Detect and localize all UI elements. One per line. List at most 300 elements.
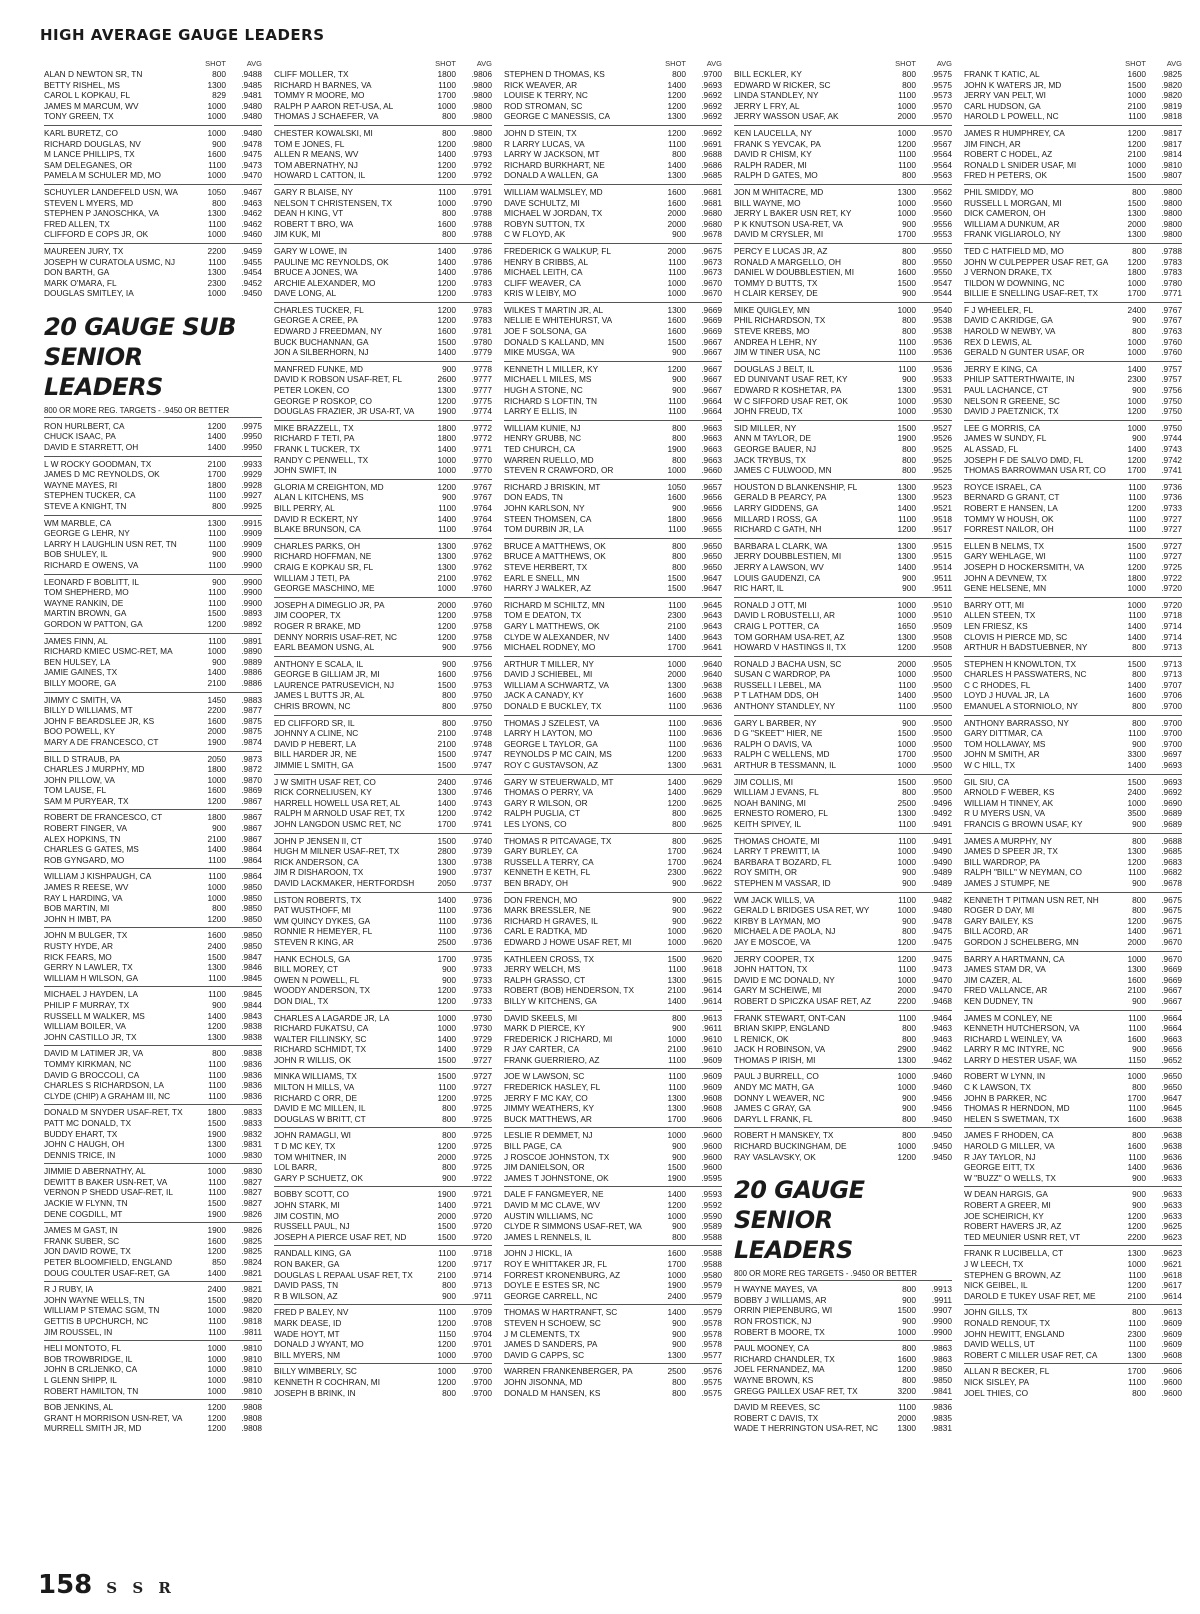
average-value: .9622 <box>701 915 722 926</box>
average-value: .9810 <box>241 1343 262 1354</box>
shot-count: 1800 <box>437 433 456 444</box>
average-value: .9491 <box>931 819 952 829</box>
average-value: .9683 <box>1161 856 1182 867</box>
leaders-columns <box>44 54 1182 1559</box>
shooter-name: LARRY T PREWITT, IA <box>734 846 820 857</box>
average-value: .9762 <box>471 551 492 562</box>
avg-header: AVG <box>476 58 492 68</box>
table-row <box>44 577 262 588</box>
shooter-name: JOHN FREUD, TX <box>734 406 803 417</box>
shooter-name: SCHUYLER LANDEFELD USN, WA <box>44 186 178 197</box>
shot-count: 1400 <box>897 690 916 701</box>
table-row <box>504 642 722 653</box>
table-row <box>734 492 952 503</box>
table-row <box>44 1048 262 1059</box>
table-row <box>964 1173 1182 1184</box>
shot-count: 1900 <box>667 1280 686 1291</box>
average-value: .9867 <box>241 812 262 823</box>
shooter-name: CLIFF MOLLER, TX <box>274 69 349 79</box>
table-row <box>734 718 952 729</box>
average-value: .9836 <box>241 1080 262 1091</box>
shot-count: 2000 <box>667 245 686 256</box>
shot-count: 1600 <box>667 690 686 701</box>
table-row <box>504 288 722 299</box>
shooter-name: JOE F SOLSONA, GA <box>504 326 587 337</box>
shooter-name: SID MILLER, NY <box>734 422 797 433</box>
shot-count: 1000 <box>207 1305 226 1316</box>
shooter-name: STEPHEN P JANOSCHKA, VA <box>44 208 159 219</box>
shooter-name: W C HILL, TX <box>964 760 1016 771</box>
table-row <box>274 1350 492 1361</box>
table-row <box>964 433 1182 444</box>
table-row <box>274 1189 492 1200</box>
shot-count: 1200 <box>437 481 456 492</box>
table-row <box>274 1280 492 1291</box>
shooter-name: GETTIS B UPCHURCH, NC <box>44 1316 149 1326</box>
table-row <box>44 1354 262 1365</box>
shot-count: 2600 <box>437 374 456 385</box>
shooter-name: JOHN STARK, MI <box>274 1200 340 1210</box>
average-value: .9667 <box>701 363 722 374</box>
table-row <box>964 80 1182 91</box>
shooter-name: DONALD E BUCKLEY, TX <box>504 701 602 712</box>
table-row <box>734 728 952 739</box>
average-value: .9600 <box>701 1162 722 1173</box>
shooter-name: TONY GREEN, TX <box>44 111 114 122</box>
shot-count: 1400 <box>667 995 686 1006</box>
shot-count: 1200 <box>667 749 686 760</box>
table-row <box>504 208 722 219</box>
shot-count: 1400 <box>667 787 686 798</box>
table-row <box>964 562 1182 573</box>
shot-count: 800 <box>672 69 686 79</box>
entry-group <box>44 126 262 185</box>
shooter-name: RONALD J BACHA USN, SC <box>734 658 842 669</box>
shot-count: 1500 <box>1127 776 1146 787</box>
shot-count: 1300 <box>897 808 916 819</box>
average-value: .9836 <box>241 1058 262 1069</box>
shooter-name: R U MYERS USN, VA <box>964 808 1045 819</box>
shooter-name: JOSEPH F DE SALVO DMD, FL <box>964 454 1084 465</box>
shot-count: 1300 <box>667 1092 686 1103</box>
entry-group <box>504 893 722 952</box>
average-value: .9510 <box>931 610 952 621</box>
entry-group <box>964 1364 1182 1401</box>
table-row <box>734 573 952 584</box>
average-value: .9508 <box>931 631 952 642</box>
shot-count: 1100 <box>898 819 916 829</box>
table-row <box>734 364 952 375</box>
shooter-name: TED C HATFIELD MD, MO <box>964 245 1064 256</box>
shooter-name: KARL BURETZ, CO <box>44 127 118 138</box>
table-row <box>964 878 1182 889</box>
shot-count: 2400 <box>667 1290 686 1301</box>
average-value: .9670 <box>1161 953 1182 964</box>
table-row <box>734 149 952 160</box>
shooter-name: FRANK S YEVCAK, PA <box>734 138 821 149</box>
entry-group <box>964 126 1182 185</box>
entry-group <box>504 834 722 893</box>
entry-group <box>964 303 1182 362</box>
table-row <box>274 198 492 209</box>
shot-count: 1400 <box>437 245 456 256</box>
shot-count: 1100 <box>668 1071 686 1082</box>
shooter-name: RICHARD C ORR, DE <box>274 1092 357 1103</box>
average-value: .9811 <box>241 1326 262 1337</box>
shot-count: 1100 <box>208 1069 226 1080</box>
table-row <box>504 632 722 643</box>
entry-group <box>44 1046 262 1105</box>
table-row <box>44 501 262 512</box>
shot-count: 2050 <box>207 753 226 764</box>
shooter-name: RICK CORNELIUSEN, KY <box>274 787 372 798</box>
shot-count: 1700 <box>667 1258 686 1269</box>
table-row <box>44 208 262 219</box>
section-title-senior <box>734 1175 952 1265</box>
shot-count: 2900 <box>897 1044 916 1055</box>
section-note: 800 OR MORE REG TARGETS - .9450 OR BETTER <box>734 1268 952 1281</box>
shot-count: 1200 <box>897 642 916 653</box>
average-value: .9669 <box>701 326 722 337</box>
table-row <box>504 878 722 889</box>
shot-count: 1400 <box>207 1010 226 1021</box>
table-row <box>504 444 722 455</box>
table-row <box>734 1013 952 1024</box>
shooter-name: JOHN PILLOW, VA <box>44 774 115 785</box>
average-value: .9788 <box>1161 245 1182 256</box>
average-value: .9725 <box>1161 561 1182 572</box>
table-row <box>734 937 952 948</box>
shooter-name: WOODY ANDERSON, TX <box>274 985 371 996</box>
average-value: .9693 <box>1161 760 1182 771</box>
shooter-name: LOL BARR, <box>274 1162 318 1173</box>
shot-count: 1300 <box>207 79 226 90</box>
average-value: .9547 <box>931 277 952 288</box>
shooter-name: TOM LAUSE, FL <box>44 785 107 796</box>
average-value: .9615 <box>701 974 722 985</box>
shooter-name: DAVID G CAPPS, SC <box>504 1349 585 1360</box>
average-value: .9783 <box>471 304 492 315</box>
shooter-name: TILDON W DOWNING, NC <box>964 277 1065 288</box>
shot-count: 1200 <box>207 1246 226 1257</box>
average-value: .9588 <box>701 1258 722 1269</box>
average-value: .9600 <box>1161 1387 1182 1398</box>
shot-count: 1000 <box>897 1082 916 1093</box>
shooter-name: DAVE SCHULTZ, MI <box>504 197 580 208</box>
shot-count: 1000 <box>207 774 226 785</box>
average-value: .9515 <box>931 540 952 551</box>
table-row <box>44 1070 262 1081</box>
shooter-name: ALEX HOPKINS, TN <box>44 833 121 844</box>
shooter-name: R LARRY LUCAS, VA <box>504 138 585 149</box>
table-row <box>964 337 1182 348</box>
average-value: .9625 <box>701 797 722 808</box>
shot-count: 1400 <box>207 844 226 855</box>
shooter-name: JOEL FERNANDEZ, MA <box>734 1364 825 1375</box>
table-row <box>44 619 262 630</box>
table-row <box>504 659 722 670</box>
shot-count: 900 <box>1132 1172 1146 1183</box>
shooter-name: TED CHURCH, CA <box>504 444 575 454</box>
table-row <box>964 246 1182 257</box>
shooter-name: DONALD J WYANT, MO <box>274 1339 364 1350</box>
average-value: .9669 <box>1161 974 1182 985</box>
average-value: .9725 <box>471 1130 492 1141</box>
table-row <box>964 905 1182 916</box>
shot-count: 1400 <box>207 1267 226 1278</box>
shot-count: 800 <box>902 1374 916 1385</box>
table-row <box>964 288 1182 299</box>
shooter-name: CARL HUDSON, GA <box>964 100 1041 111</box>
shot-count: 1050 <box>207 186 226 197</box>
entry-group <box>964 185 1182 244</box>
shot-count: 900 <box>672 1221 686 1232</box>
average-value: .9891 <box>241 635 262 646</box>
shooter-name: WADE T HERRINGTON USA-RET, NC <box>734 1423 878 1434</box>
average-value: .9567 <box>931 138 952 149</box>
shooter-name: REX D LEWIS, AL <box>964 336 1032 347</box>
average-value: .9667 <box>1161 995 1182 1006</box>
average-value: .9736 <box>471 894 492 905</box>
shooter-name: J VERNON DRAKE, TX <box>964 267 1052 278</box>
average-value: .9814 <box>1161 149 1182 160</box>
shot-count: 1300 <box>667 111 686 122</box>
table-row <box>964 111 1182 122</box>
table-row <box>964 1013 1182 1024</box>
shooter-name: CLYDE (CHIP) A GRAHAM III, NC <box>44 1090 171 1101</box>
shot-count: 1100 <box>668 406 686 417</box>
table-row <box>504 1248 722 1259</box>
shot-count: 1800 <box>207 479 226 490</box>
shooter-name: DON DIAL, TX <box>274 995 329 1006</box>
entry-group <box>734 185 952 244</box>
shot-count: 900 <box>902 218 916 229</box>
shooter-name: ROY E WHITTAKER JR, FL <box>504 1258 607 1269</box>
average-value: .9456 <box>931 1103 952 1114</box>
shot-count: 800 <box>1132 669 1146 680</box>
average-value: .9721 <box>471 1200 492 1210</box>
average-value: .9463 <box>241 197 262 208</box>
shot-count: 1000 <box>897 760 916 771</box>
shooter-name: H WAYNE MAYES, VA <box>734 1284 818 1295</box>
shot-count: 1200 <box>1127 502 1146 513</box>
shot-count: 1700 <box>897 229 916 240</box>
average-value: .9671 <box>1161 926 1182 937</box>
shooter-name: DAVID R ECKERT, NY <box>274 513 359 524</box>
shooter-name: JAMES M CONLEY, NE <box>964 1012 1053 1023</box>
entry-group <box>274 67 492 126</box>
shooter-name: J M CLEMENTS, TX <box>504 1328 580 1339</box>
average-value: .9833 <box>241 1117 262 1128</box>
shooter-name: JIMMY C SMITH, VA <box>44 694 122 705</box>
shooter-name: DOUGLAS FRAZIER, JR USA-RT, VA <box>274 406 415 417</box>
table-row <box>964 1318 1182 1329</box>
average-value: .9500 <box>931 701 952 712</box>
shot-count: 1000 <box>1127 583 1146 594</box>
table-row <box>44 1364 262 1375</box>
shot-count: 900 <box>442 492 456 503</box>
shooter-name: FORREST KRONENBURG, AZ <box>504 1269 621 1280</box>
shot-count: 2100 <box>667 1044 686 1055</box>
average-value: .9592 <box>701 1200 722 1210</box>
shooter-name: HUGH M MILNER USAF-RET, TX <box>274 846 400 857</box>
table-row <box>274 455 492 466</box>
average-value: .9550 <box>931 245 952 256</box>
shooter-name: RALPH O DAVIS, VA <box>734 738 813 749</box>
average-value: .9780 <box>1161 277 1182 288</box>
average-value: .9704 <box>471 1328 492 1339</box>
entry-group <box>44 516 262 575</box>
table-row <box>734 80 952 91</box>
table-row <box>504 1280 722 1291</box>
shooter-name: JON M WHITACRE, MD <box>734 186 824 197</box>
average-value: .9872 <box>241 764 262 775</box>
average-value: .9624 <box>701 856 722 867</box>
average-value: .9691 <box>701 138 722 149</box>
average-value: .9819 <box>1161 100 1182 111</box>
shooter-name: JAMES C GRAY, GA <box>734 1103 811 1114</box>
shot-count: 2100 <box>207 677 226 688</box>
shot-count: 800 <box>902 787 916 798</box>
shot-count: 1000 <box>437 1366 456 1377</box>
average-value: .9460 <box>241 229 262 240</box>
table-row <box>504 573 722 584</box>
shot-count: 2400 <box>207 941 226 951</box>
table-row <box>964 1366 1182 1377</box>
shooter-name: R J RUBY, IA <box>44 1284 94 1295</box>
shot-count: 1100 <box>208 989 226 1000</box>
table-row <box>964 1248 1182 1259</box>
shot-count: 800 <box>212 197 226 208</box>
shooter-name: DOUG COULTER USAF-RET, GA <box>44 1267 170 1278</box>
table-row <box>44 480 262 491</box>
shooter-name: BOB TROWBRIDGE, IL <box>44 1353 133 1364</box>
table-row <box>734 1375 952 1386</box>
average-value: .9808 <box>241 1412 262 1423</box>
shot-count: 1100 <box>208 597 226 608</box>
shot-count: 1400 <box>1127 926 1146 937</box>
shooter-name: FRANCIS G BROWN USAF, KY <box>964 819 1083 829</box>
entry-group <box>504 185 722 244</box>
shot-count: 1600 <box>207 715 226 726</box>
shot-count: 1200 <box>437 1141 456 1152</box>
shooter-name: JERRY WASSON USAF, AK <box>734 111 839 122</box>
table-row <box>504 739 722 750</box>
table-row <box>964 916 1182 927</box>
shot-header: SHOT <box>435 58 456 68</box>
shot-count: 1400 <box>437 149 456 160</box>
table-row <box>964 465 1182 476</box>
shooter-name: JAMES L RENNELS, IL <box>504 1231 592 1242</box>
shot-count: 1100 <box>208 528 226 539</box>
shooter-name: THOMAS O PERRY, VA <box>504 787 593 798</box>
table-row <box>44 1198 262 1209</box>
table-row <box>274 111 492 122</box>
shot-count: 2000 <box>667 218 686 229</box>
average-value: .9462 <box>241 208 262 219</box>
table-row <box>274 1023 492 1034</box>
table-row <box>734 1152 952 1163</box>
shooter-name: JAMES D SANDERS, PA <box>504 1339 598 1350</box>
shooter-name: FRED H PETERS, OK <box>964 170 1047 181</box>
shot-count: 1100 <box>1128 513 1146 524</box>
shot-count: 1200 <box>667 90 686 101</box>
shot-count: 1100 <box>1128 1103 1146 1114</box>
average-value: .9925 <box>241 501 262 512</box>
shot-count: 800 <box>902 170 916 181</box>
shot-count: 1400 <box>437 1200 456 1210</box>
shooter-name: BOB MARTIN, MI <box>44 903 110 914</box>
table-row <box>734 1295 952 1306</box>
average-value: .9733 <box>471 985 492 996</box>
shot-count: 3500 <box>1127 808 1146 819</box>
shot-count: 800 <box>1132 642 1146 653</box>
average-value: .9692 <box>1161 787 1182 798</box>
shot-count: 2100 <box>667 985 686 996</box>
average-value: .9577 <box>701 1349 722 1360</box>
shot-count: 2500 <box>667 1366 686 1377</box>
table-row <box>964 937 1182 948</box>
average-value: .9850 <box>931 1364 952 1375</box>
shooter-name: ARNOLD F WEBER, KS <box>964 787 1055 798</box>
shooter-name: ALAN D NEWTON SR, TN <box>44 69 143 79</box>
average-value: .9756 <box>471 669 492 680</box>
table-row <box>44 1284 262 1295</box>
table-row <box>734 777 952 788</box>
table-row <box>274 954 492 965</box>
shooter-name: KENNETH HUTCHERSON, VA <box>964 1023 1080 1034</box>
shot-count: 800 <box>672 551 686 562</box>
average-value: .9700 <box>471 1366 492 1377</box>
table-row <box>964 1259 1182 1270</box>
table-row <box>504 1055 722 1066</box>
shot-count: 1100 <box>208 490 226 501</box>
table-row <box>274 170 492 181</box>
average-value: .9633 <box>1161 1200 1182 1210</box>
average-value: .9525 <box>931 465 952 476</box>
gauge-leaders-list <box>44 67 262 302</box>
average-value: .9933 <box>241 458 262 469</box>
average-value: .9786 <box>471 267 492 278</box>
shooter-name: BOO POWELL, KY <box>44 726 116 737</box>
shot-count: 2500 <box>897 797 916 808</box>
average-value: .9877 <box>241 705 262 716</box>
average-value: .9470 <box>931 985 952 996</box>
entry-group <box>504 1364 722 1401</box>
shot-count: 900 <box>212 999 226 1010</box>
shooter-name: ROY SMITH, OR <box>734 867 798 878</box>
shooter-name: GARY WEHLAGE, WI <box>964 551 1046 562</box>
average-value: .9514 <box>931 561 952 572</box>
entry-group <box>274 362 492 421</box>
table-row <box>964 187 1182 198</box>
table-row <box>964 101 1182 112</box>
shooter-name: R B WILSON, AZ <box>274 1290 338 1301</box>
shot-count: 1800 <box>667 513 686 524</box>
shot-count: 1100 <box>208 218 226 229</box>
shot-count: 1200 <box>1127 1221 1146 1232</box>
column-3 <box>504 54 722 1559</box>
average-value: .9700 <box>471 1349 492 1360</box>
average-value: .9575 <box>931 79 952 90</box>
shot-count: 1300 <box>897 492 916 503</box>
shooter-name: THOMAS R PITCAVAGE, TX <box>504 835 612 846</box>
shooter-name: LEE G MORRIS, CA <box>964 422 1041 433</box>
shooter-name: JACK H ROBINSON, VA <box>734 1044 826 1055</box>
average-value: .9733 <box>471 964 492 975</box>
table-row <box>44 871 262 882</box>
table-row <box>734 1130 952 1141</box>
